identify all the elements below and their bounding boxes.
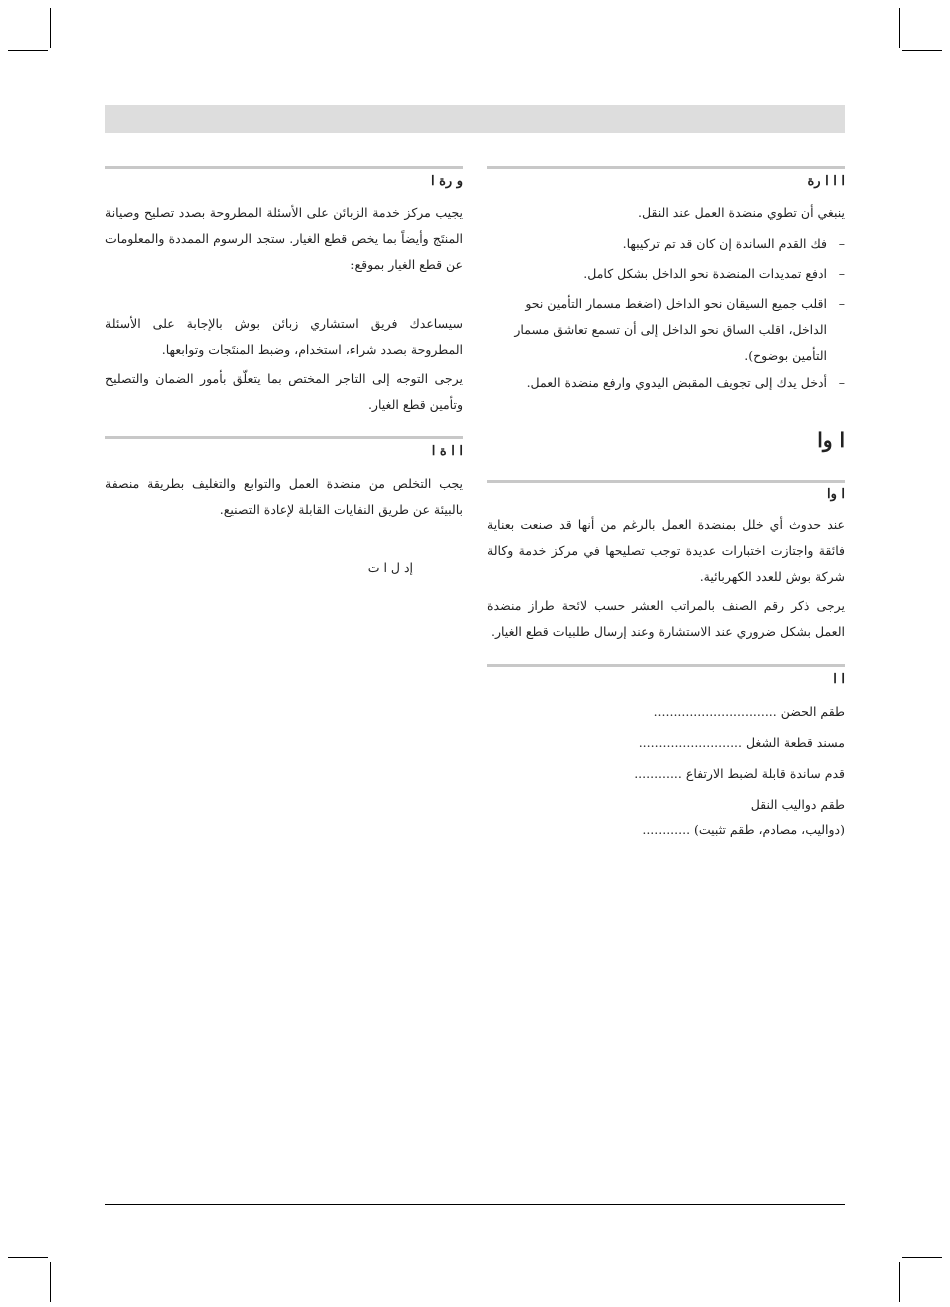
- transport-step: – اقلب جميع السيقان نحو الداخل (اضغط مسمار التأمين نحو الداخل، اقلب الساق نحو الداخل إلى أن تسمع تعاشق مسمار التأمين بوضوح).: [487, 291, 845, 369]
- page-header-band: [105, 105, 845, 133]
- crop-mark: [50, 8, 51, 48]
- accessory-item: قدم ساندة قابلة لضبط الارتفاع ............: [634, 766, 845, 781]
- crop-mark: [899, 1262, 900, 1302]
- maintenance-para: يرجى ذكر رقم الصنف بالمراتب العشر حسب لائحة طراز منضدة العمل بشكل ضروري عند الاستشارة وعند إرسال طلبيات قطع الغيار.: [487, 598, 845, 639]
- crop-mark: [8, 50, 48, 51]
- crop-mark: [50, 1262, 51, 1302]
- service-para: يجيب مركز خدمة الزبائن على الأسئلة المطروحة بصدد تصليح وصيانة المنتَج وأيضاً بما يخص قطع الغيار. ستجد الرسوم الممددة والمعلومات عن قطع الغيار بموقع:: [105, 205, 463, 272]
- accessories-heading: ا ا: [833, 672, 845, 687]
- service-para: سيساعدك فريق استشاري زبائن بوش بالإجابة على الأسئلة المطروحة بصدد شراء، استخدام، وضبط المنتَجات وتوابعها.: [105, 316, 463, 357]
- maintenance-subheading: ا وا: [826, 487, 845, 502]
- service-heading: و رة ا: [430, 174, 463, 189]
- transport-step: – أدخل يدك إلى تجويف المقبض اليدوي وارفع منضدة العمل.: [487, 370, 845, 396]
- section-divider: [487, 480, 845, 483]
- crop-mark: [899, 8, 900, 48]
- maintenance-big-heading: ا وا: [817, 428, 845, 452]
- accessory-item: (دواليب، مصادم، طقم تثبيت) ............: [642, 822, 845, 837]
- crop-mark: [8, 1257, 48, 1258]
- disposal-heading: ا ا ة ا: [431, 444, 463, 459]
- footer-rule: [105, 1204, 845, 1205]
- section-divider: [487, 166, 845, 169]
- accessory-item: مسند قطعة الشغل ..........................: [638, 735, 845, 750]
- section-divider: [105, 436, 463, 439]
- service-para: يرجى التوجه إلى التاجر المختص بما يتعلّق بأمور الضمان والتصليح وتأمين قطع الغيار.: [105, 371, 463, 412]
- accessory-item: طقم دواليب النقل: [750, 797, 845, 812]
- section-divider: [487, 664, 845, 667]
- transport-heading: ا ا ا رة: [807, 174, 845, 189]
- transport-step: – ادفع تمديدات المنضدة نحو الداخل بشكل كامل.: [487, 261, 845, 287]
- disposal-para: يجب التخلص من منضدة العمل والتوابع والتغليف بطريقة منصفة بالبيئة عن طريق النفايات القابلة لإعادة التصنيع.: [105, 476, 463, 517]
- crop-mark: [902, 1257, 942, 1258]
- transport-step: – فك القدم الساندة إن كان قد تم تركيبها.: [487, 231, 845, 257]
- maintenance-para: عند حدوث أي خلل بمنضدة العمل بالرغم من أنها قد صنعت بعناية فائقة واجتازت اختبارات عديدة توجب تصليحها في مركز خدمة وكالة شركة بوش للعدد الكهربائية.: [487, 517, 845, 584]
- disposal-note: إد ل ا ت: [367, 560, 413, 575]
- transport-intro: ينبغي أن تطوي منضدة العمل عند النقل.: [638, 205, 845, 220]
- crop-mark: [902, 50, 942, 51]
- accessory-item: طقم الحضن ...............................: [653, 704, 845, 719]
- section-divider: [105, 166, 463, 169]
